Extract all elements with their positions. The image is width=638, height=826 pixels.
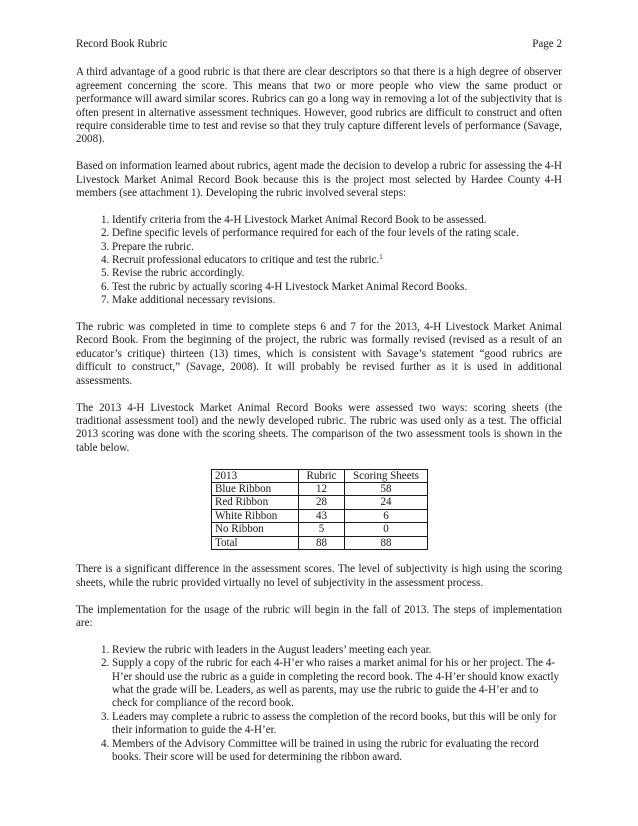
list-item: 2. Define specific levels of performance required for each of the four levels of the rating scale. xyxy=(112,227,562,240)
list-item: 3. Prepare the rubric. xyxy=(112,241,562,254)
paragraph-rubric-advantage: A third advantage of a good rubric is that there are clear descriptors so that there is a high degree of observer agreement concerning the score. This means that two or more people who view the same product or performance will award similar scores. Rubrics can go a long way in removing a lot of the subjectivity that is often present in alternative assessment techniques. However, good rubrics are difficult to construct and often require considerable time to test and revise so that they truly capture different levels of performance (Savage, 2008). xyxy=(76,66,562,146)
table-cell: 6 xyxy=(345,509,428,522)
header-title: Record Book Rubric xyxy=(76,38,168,50)
list-item: 7. Make additional necessary revisions. xyxy=(112,294,562,307)
table-cell: Red Ribbon xyxy=(212,496,299,509)
page-number: Page 2 xyxy=(532,38,562,50)
table-cell: 24 xyxy=(345,496,428,509)
table-header-row xyxy=(212,469,428,482)
list-item: 4. Recruit professional educators to critique and test the rubric.$^1$ xyxy=(112,254,562,267)
paragraph-assessment-methods: The 2013 4-H Livestock Market Animal Record Books were assessed two ways: scoring sheets (the traditional assessment tool) and the newly developed rubric. The rubric was used only as a test. The official 2013 scoring was done with the scoring sheets. The comparison of the two assessment tools is shown in the table below. xyxy=(76,401,562,454)
development-steps-list xyxy=(76,214,562,308)
list-item: 5. Revise the rubric accordingly. xyxy=(112,267,562,280)
table-header-cell: 2013 xyxy=(212,469,299,482)
list-item: 4. Members of the Advisory Committee will be trained in using the rubric for evaluating the record books. Their score will be used for determining the ribbon award. xyxy=(112,738,562,765)
table-row xyxy=(212,496,428,509)
table-cell: 12 xyxy=(299,482,345,495)
paragraph-rubric-decision: Based on information learned about rubrics, agent made the decision to develop a rubric for assessing the 4-H Livestock Market Animal Record Book because this is the project most selected by Hardee County 4-H members (see attachment 1). Developing the rubric involved several steps: xyxy=(76,160,562,200)
comparison-table xyxy=(211,469,428,550)
table-cell: White Ribbon xyxy=(212,509,299,522)
list-item: 1. Identify criteria from the 4-H Livestock Market Animal Record Book to be assessed. xyxy=(112,214,562,227)
table-cell: 88 xyxy=(299,536,345,549)
table-cell: Total xyxy=(212,536,299,549)
table-cell: Blue Ribbon xyxy=(212,482,299,495)
table-row xyxy=(212,536,428,549)
table-row xyxy=(212,523,428,536)
table-header-cell: Rubric xyxy=(299,469,345,482)
list-item: 2. Supply a copy of the rubric for each 4-H’er who raises a market animal for his or her project. The 4-H’er should use the rubric as a guide in completing the record book. The 4-H’er should know exactly what the grade will be. Leaders, as well as parents, may use the rubric to guide the 4-H’er and to check for compliance of the record book. xyxy=(112,657,562,711)
implementation-steps-list xyxy=(76,644,562,765)
document-page xyxy=(76,38,562,778)
paragraph-implementation-intro: The implementation for the usage of the rubric will begin in the fall of 2013. The steps of implementation are: xyxy=(76,603,562,629)
page-header xyxy=(76,38,562,51)
table-cell: 5 xyxy=(299,523,345,536)
list-item: 6. Test the rubric by actually scoring 4-H Livestock Market Animal Record Books. xyxy=(112,281,562,294)
table-cell: 58 xyxy=(345,482,428,495)
paragraph-significant-difference: There is a significant difference in the assessment scores. The level of subjectivity is high using the scoring sheets, while the rubric provided virtually no level of subjectivity in the assessment process. xyxy=(76,563,562,589)
table-row xyxy=(212,482,428,495)
list-item: 1. Review the rubric with leaders in the August leaders’ meeting each year. xyxy=(112,644,562,657)
footnote-marker: 1 xyxy=(379,253,383,262)
table-row xyxy=(212,509,428,522)
table-cell: 0 xyxy=(345,523,428,536)
table-cell: 88 xyxy=(345,536,428,549)
paragraph-rubric-completion: The rubric was completed in time to complete steps 6 and 7 for the 2013, 4-H Livestock Market Animal Record Book. From the beginning of the project, the rubric was formally revised (revised as a result of an educator’s critique) thirteen (13) times, which is consistent with Savage’s statement “good rubrics are difficult to construct,” (Savage, 2008). It will probably be revised further as it is used in additional assessments. xyxy=(76,321,562,387)
table-cell: 28 xyxy=(299,496,345,509)
table-cell: No Ribbon xyxy=(212,523,299,536)
table-header-cell: Scoring Sheets xyxy=(345,469,428,482)
table-cell: 43 xyxy=(299,509,345,522)
list-item: 3. Leaders may complete a rubric to assess the completion of the record books, but this will be only for their information to guide the 4-H’er. xyxy=(112,711,562,738)
